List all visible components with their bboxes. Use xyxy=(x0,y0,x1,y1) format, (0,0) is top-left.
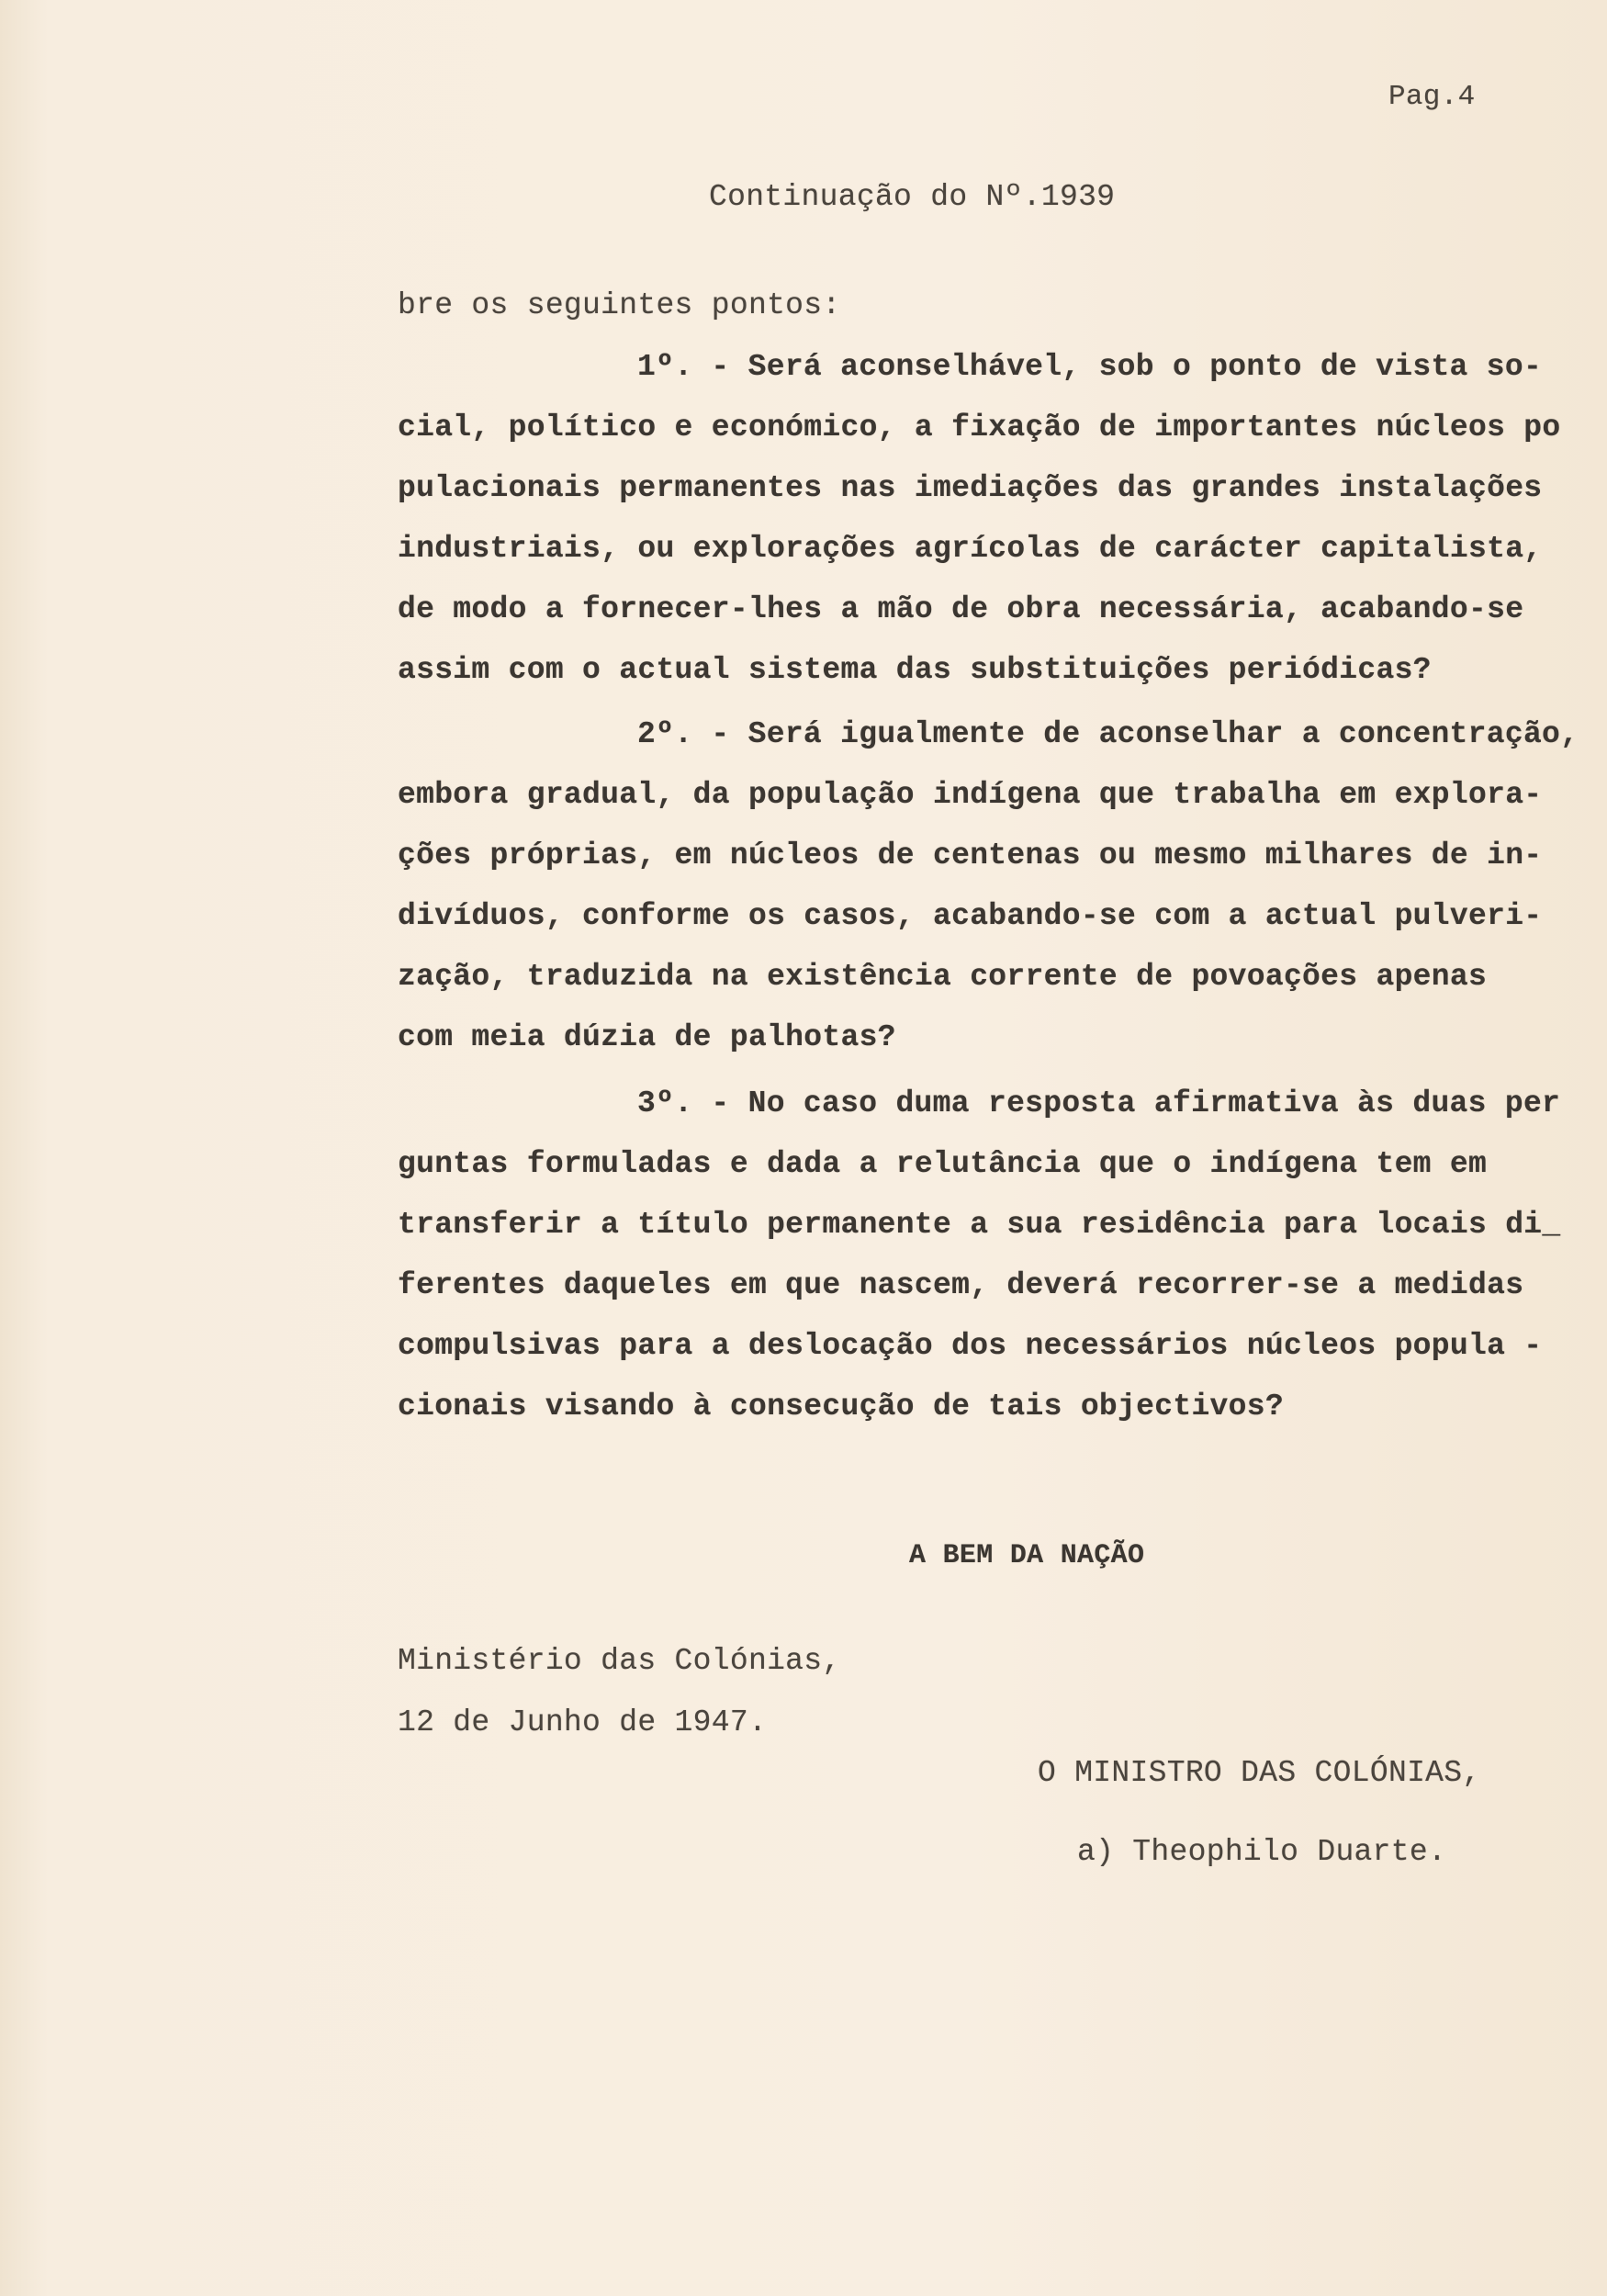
body-line: cionais visando à consecução de tais objectivos? xyxy=(398,1390,1284,1424)
page-number: Pag.4 xyxy=(1388,81,1476,113)
closing-place: Ministério das Colónias, xyxy=(398,1644,841,1678)
document-title: Continuação do Nº.1939 xyxy=(709,180,1116,214)
body-line: 1º. - Será aconselhável, sob o ponto de vista so- xyxy=(637,350,1543,384)
body-line: transferir a título permanente a sua residência para locais di_ xyxy=(398,1208,1561,1242)
body-line: de modo a fornecer-lhes a mão de obra necessária, acabando-se xyxy=(398,592,1524,626)
body-line: compulsivas para a deslocação dos necessários núcleos popula - xyxy=(398,1329,1543,1363)
body-line: guntas formuladas e dada a relutância que o indígena tem em xyxy=(398,1147,1488,1181)
closing-motto: A BEM DA NAÇÃO xyxy=(909,1540,1145,1571)
body-line: ferentes daqueles em que nascem, deverá recorrer-se a medidas xyxy=(398,1268,1524,1302)
body-line: com meia dúzia de palhotas? xyxy=(398,1020,896,1054)
body-line: 2º. - Será igualmente de aconselhar a concentração, xyxy=(637,717,1579,751)
signer-name: a) Theophilo Duarte. xyxy=(1077,1835,1447,1869)
body-line: industriais, ou explorações agrícolas de carácter capitalista, xyxy=(398,532,1543,566)
body-line: cial, político e económico, a fixação de importantes núcleos po xyxy=(398,411,1561,445)
body-line: assim com o actual sistema das substituições periódicas? xyxy=(398,653,1432,687)
intro-line: bre os seguintes pontos: xyxy=(398,288,841,322)
body-line: ções próprias, em núcleos de centenas ou mesmo milhares de in- xyxy=(398,838,1543,872)
body-line: 3º. - No caso duma resposta afirmativa às duas per xyxy=(637,1086,1561,1120)
signer-title: O MINISTRO DAS COLÓNIAS, xyxy=(1038,1756,1481,1790)
body-line: pulacionais permanentes nas imediações das grandes instalações xyxy=(398,471,1543,505)
body-line: zação, traduzida na existência corrente de povoações apenas xyxy=(398,960,1488,994)
body-line: divíduos, conforme os casos, acabando-se com a actual pulveri- xyxy=(398,899,1543,933)
body-line: embora gradual, da população indígena que trabalha em explora- xyxy=(398,778,1543,812)
closing-date: 12 de Junho de 1947. xyxy=(398,1705,768,1739)
